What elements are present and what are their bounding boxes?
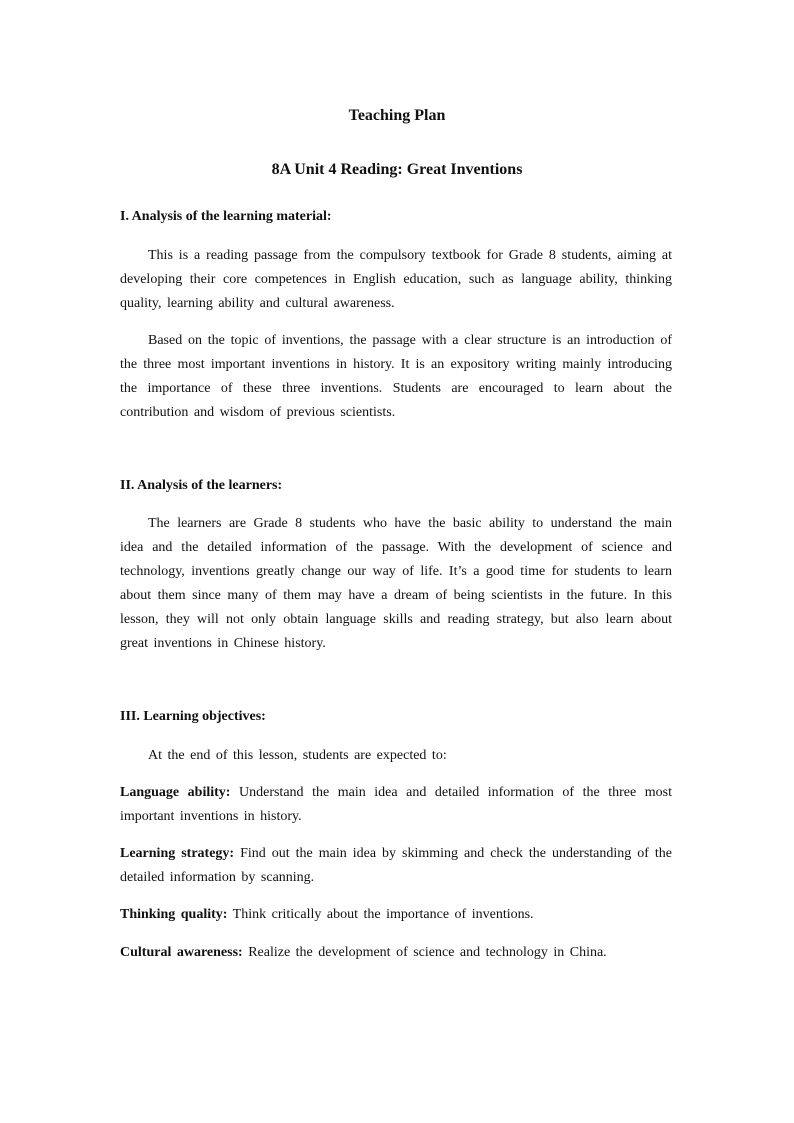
section1-paragraph-1: This is a reading passage from the compulsory textbook for Grade 8 students, aiming at developing their core competences in English education, such as language ability, thinking quality, learning ability and cultural awareness. — [120, 248, 672, 311]
objectives-intro: At the end of this lesson, students are expected to: — [148, 748, 447, 763]
objective-label: Language ability: — [120, 785, 231, 800]
section2-heading: II. Analysis of the learners: — [120, 478, 283, 493]
section2-paragraph-1: The learners are Grade 8 students who have the basic ability to understand the main idea and the detailed information of the passage. With the development of science and technology, inventions greatly change our way of life. It’s a good time for students to learn about them since many of them may have a dream of being scientists in the future. In this lesson, they will not only obtain language skills and reading strategy, but also learn about great inventions in Chinese history. — [120, 516, 672, 651]
objective-text: Realize the development of science and technology in China. — [242, 945, 607, 960]
section3-heading: III. Learning objectives: — [120, 709, 266, 724]
objective-language-ability — [120, 781, 672, 829]
objective-thinking-quality — [120, 903, 672, 927]
objective-text: Think critically about the importance of inventions. — [227, 907, 534, 922]
objective-text: Find out the main idea by skimming and check the understanding of the detailed information by scanning. — [120, 846, 673, 885]
objective-text: Understand the main idea and detailed information of the three most important inventions in history. — [120, 785, 673, 824]
objective-cultural-awareness — [120, 941, 672, 965]
objective-learning-strategy — [120, 842, 672, 890]
objective-label: Learning strategy: — [120, 846, 235, 861]
document-title: Teaching Plan — [348, 107, 446, 124]
objective-label: Thinking quality: — [120, 907, 228, 922]
document-subtitle: 8A Unit 4 Reading: Great Inventions — [271, 161, 523, 178]
section1-paragraph-2: Based on the topic of inventions, the passage with a clear structure is an introduction of the three most important inventions in history. It is an expository writing mainly introducing the importance of these three inventions. Students are encouraged to learn about the contribution and wisdom of previous scientists. — [120, 333, 672, 420]
objective-label: Cultural awareness: — [120, 945, 243, 960]
section1-heading: I. Analysis of the learning material: — [120, 209, 332, 224]
